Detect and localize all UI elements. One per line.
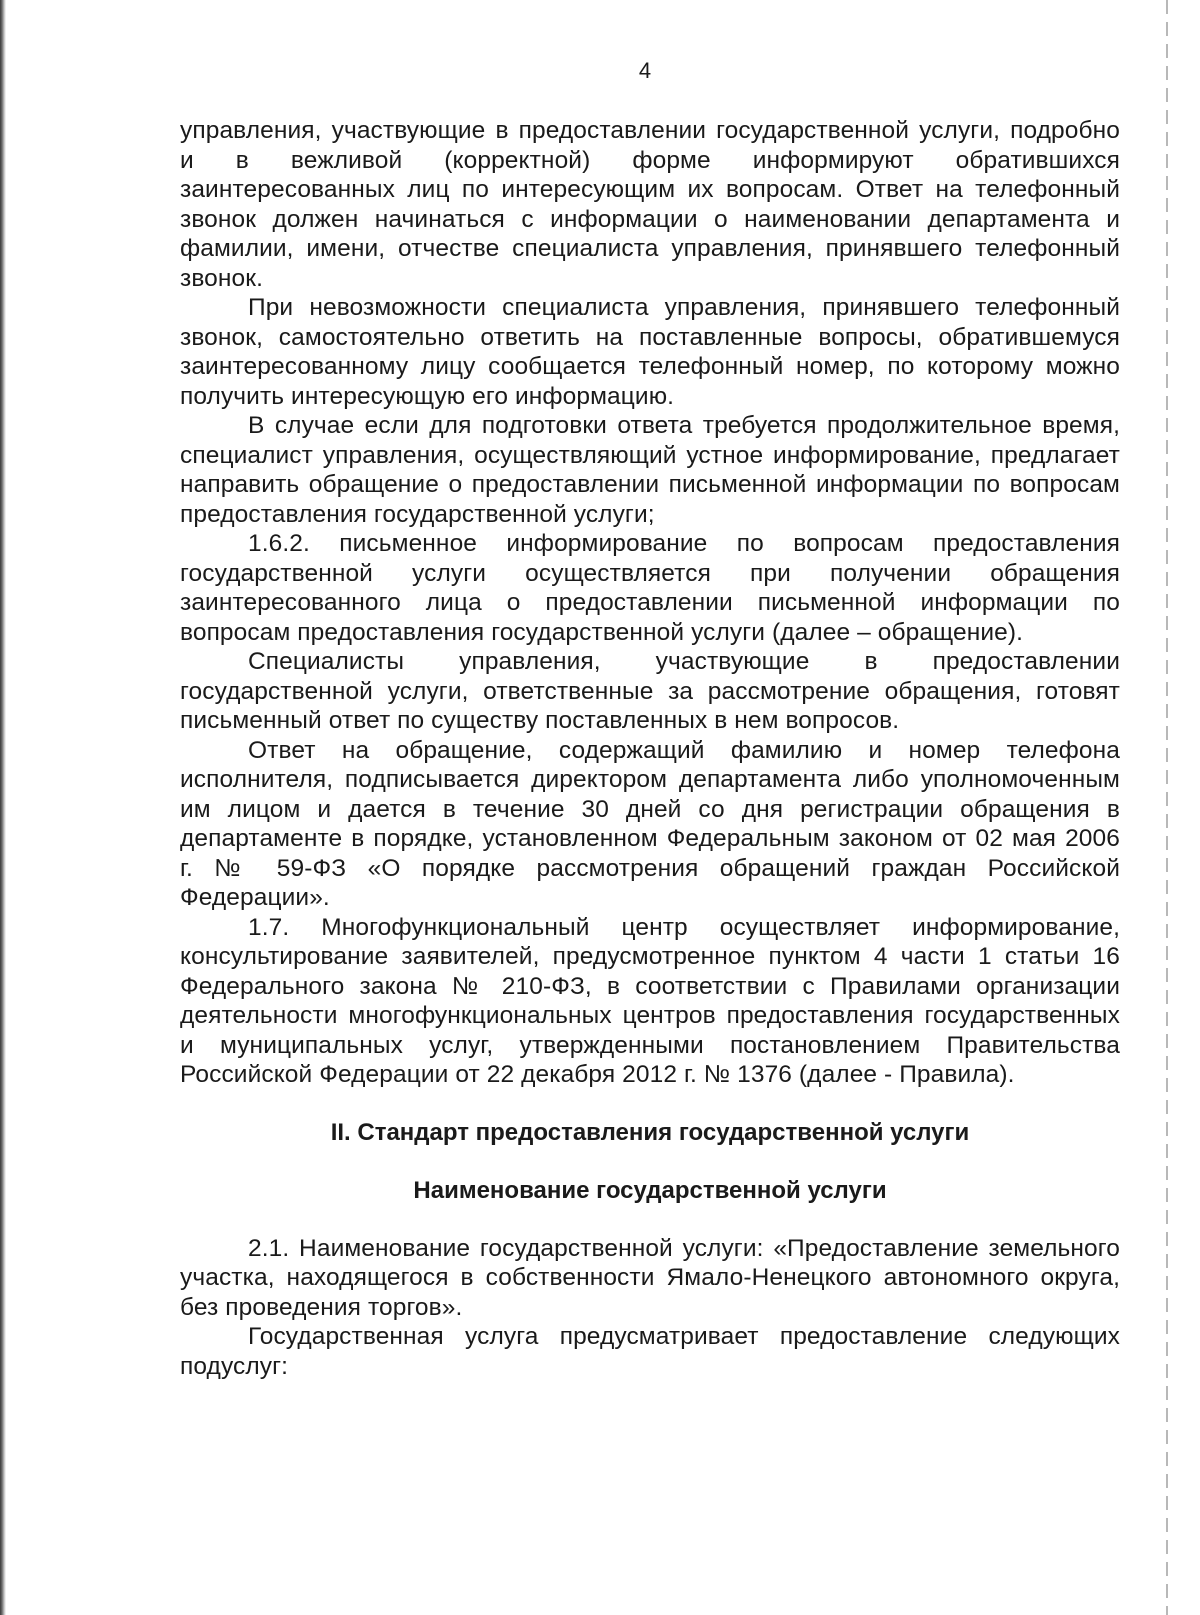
paragraph-written-info: 1.6.2. письменное информирование по вопросам предоставления государственной услуги осуществляется при получении обращения заинтересованного лица о предоставлении письменной информации по вопросам предоставления государственной услуги (далее – обращение). (180, 530, 1120, 646)
paragraph-phone-info: управления, участвующие в предоставлении государственной услуги, подробно и в вежливой (корректной) форме информируют обратившихся заинтересованных лиц по интересующим их вопросам. Ответ на телефонный звонок должен начинаться с информации о наименовании департамента и фамилии, имени, отчестве специалиста управления, принявшего телефонный звонок. (180, 117, 1120, 292)
paragraph-specialists: Специалисты управления, участвующие в предоставлении государственной услуги, ответственные за рассмотрение обращения, готовят письменный ответ по существу поставленных в нем вопросов. (180, 648, 1120, 734)
page-number: 4 (638, 58, 652, 83)
paragraph-subservices: Государственная услуга предусматривает предоставление следующих подуслуг: (180, 1323, 1120, 1380)
paragraph-inability-to-answer: При невозможности специалиста управления, принявшего телефонный звонок, самостоятельно ответить на поставленные вопросы, обратившемуся заинтересованному лицу сообщается телефонный номер, по которому можно получить интересующую его информацию. (180, 294, 1120, 410)
document-body (180, 116, 1120, 1381)
scan-right-edge (1166, 0, 1168, 1615)
paragraph-answer-to-request: Ответ на обращение, содержащий фамилию и номер телефона исполнителя, подписывается директором департамента либо уполномоченным им лицом и дается в течение 30 дней со дня регистрации обращения в департаменте в порядке, установленном Федеральным законом от 02 мая 2006 г. № 59-ФЗ «О порядке рассмотрения обращений граждан Российской Федерации». (180, 736, 1120, 911)
paragraph-service-name: 2.1. Наименование государственной услуги: «Предоставление земельного участка, находящегося в собственности Ямало-Ненецкого автономного округа, без проведения торгов». (180, 1234, 1120, 1321)
subsection-heading: Наименование государственной услуги (413, 1176, 887, 1204)
scan-left-edge (0, 0, 6, 1615)
paragraph-mfc: 1.7. Многофункциональный центр осуществляет информирование, консультирование заявителей, предусмотренное пунктом 4 части 1 статьи 16 Федерального закона № 210-ФЗ, в соответствии с Правилами организации деятельности многофункциональных центров предоставления государственных и муниципальных услуг, утвержденными постановлением Правительства Российской Федерации от 22 декабря 2012 г. № 1376 (далее - Правила). (180, 913, 1120, 1088)
section-heading: II. Стандарт предоставления государственной услуги (330, 1118, 970, 1146)
paragraph-long-answer: В случае если для подготовки ответа требуется продолжительное время, специалист управления, осуществляющий устное информирование, предлагает направить обращение о предоставлении письменной информации по вопросам предоставления государственной услуги; (180, 412, 1120, 528)
